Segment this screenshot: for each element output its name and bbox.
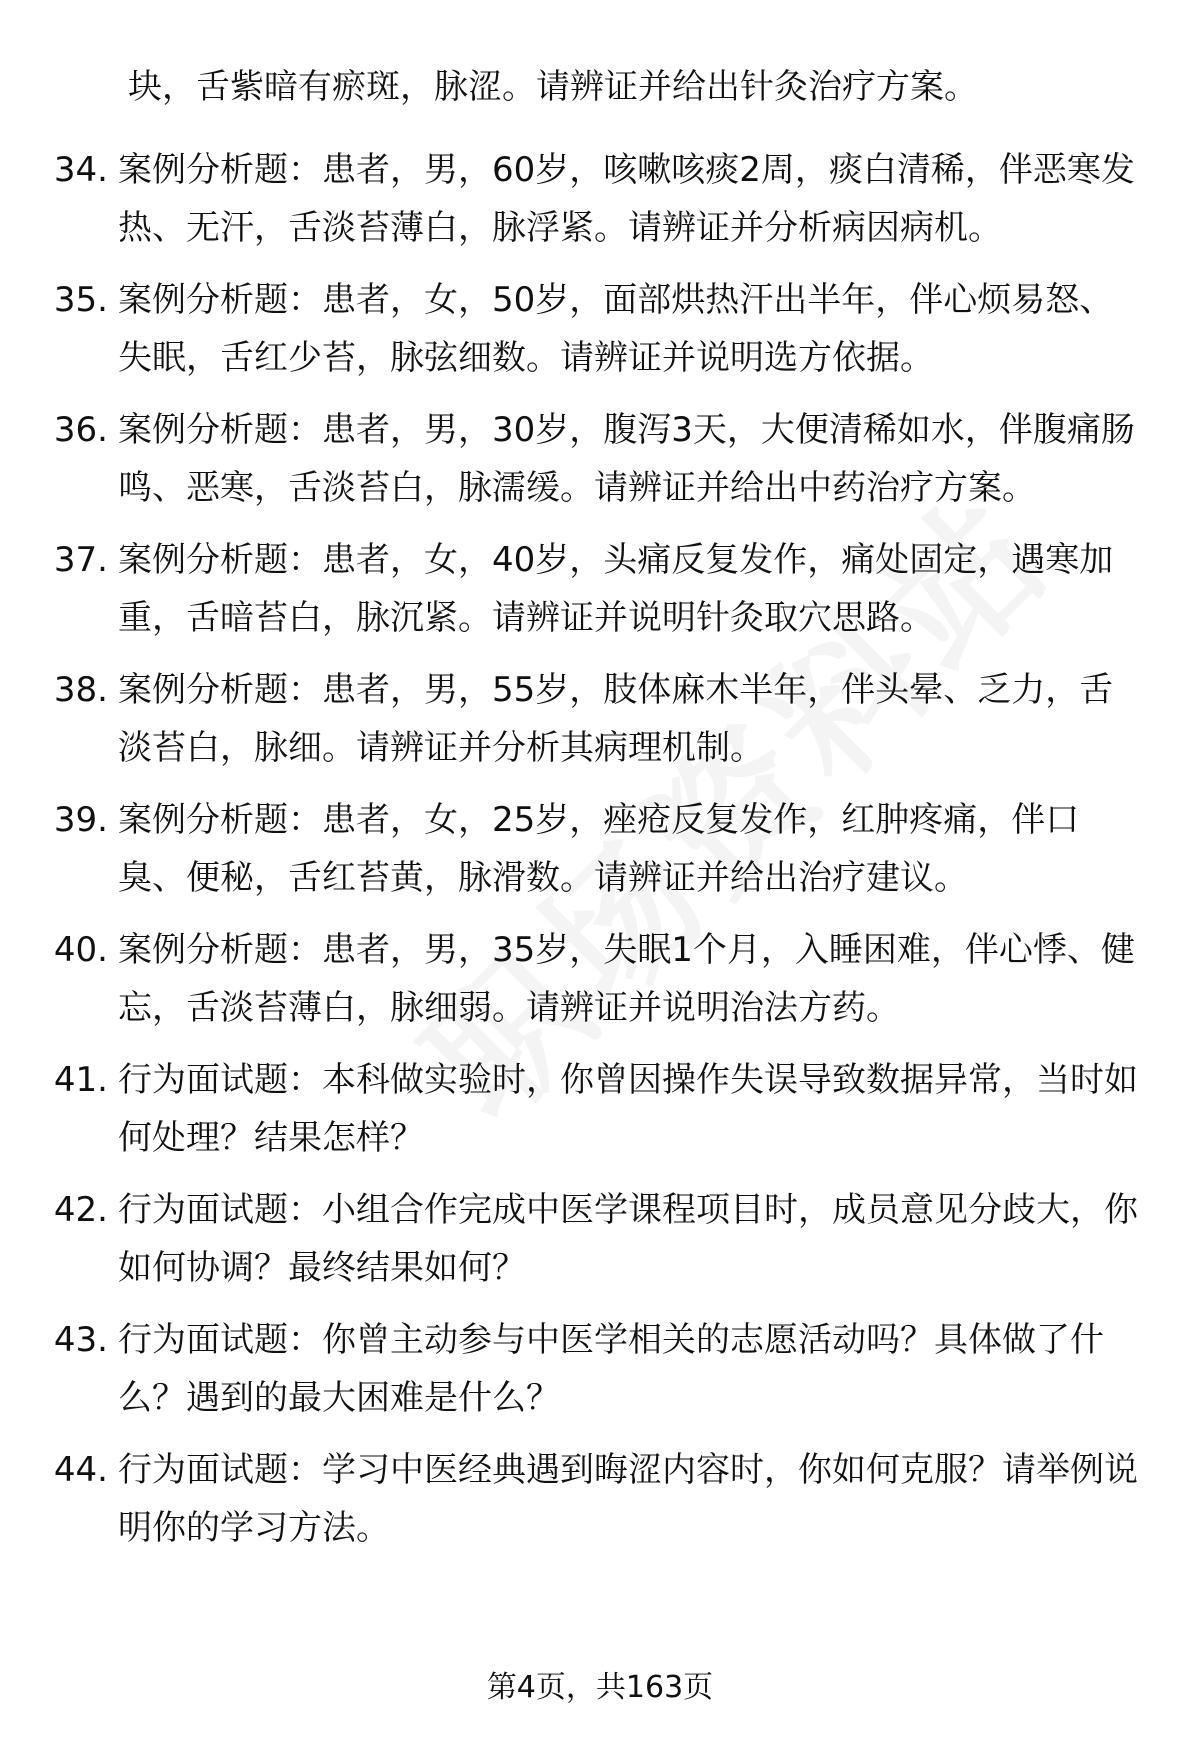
list-item [0,1051,1200,1167]
list-item [0,921,1200,1037]
question-number: 40. [53,930,108,970]
list-item [0,401,1200,517]
list-item [0,661,1200,777]
list-item [0,1441,1200,1557]
question-number: 44. [53,1450,108,1490]
list-item [0,1311,1200,1427]
question-text: 案例分析题：患者，女，25岁，痤疮反复发作，红肿疼痛，伴口臭、便秘，舌红苔黄，脉滑数。请辨证并给出治疗建议。 [118,800,1080,898]
question-text: 案例分析题：患者，女，50岁，面部烘热汗出半年，伴心烦易怒、失眠，舌红少苔，脉弦细数。请辨证并说明选方依据。 [118,280,1114,378]
list-item [0,1181,1200,1297]
list-item [0,791,1200,907]
question-number: 43. [53,1320,108,1360]
question-text: 案例分析题：患者，男，55岁，肢体麻木半年，伴头晕、乏力，舌淡苔白，脉细。请辨证并分析其病理机制。 [118,670,1114,768]
question-number: 37. [53,540,108,580]
question-number: 34. [53,150,108,190]
question-text: 行为面试题：本科做实验时，你曾因操作失误导致数据异常，当时如何处理？结果怎样？ [118,1060,1138,1158]
question-number: 36. [53,410,108,450]
question-number: 42. [53,1190,108,1230]
question-text: 行为面试题：你曾主动参与中医学相关的志愿活动吗？具体做了什么？遇到的最大困难是什么？ [118,1320,1104,1418]
question-number: 41. [53,1060,108,1100]
question-text: 行为面试题：小组合作完成中医学课程项目时，成员意见分歧大，你如何协调？最终结果如何？ [118,1190,1138,1288]
list-item [0,271,1200,387]
question-text: 行为面试题：学习中医经典遇到晦涩内容时，你如何克服？请举例说明你的学习方法。 [118,1450,1138,1548]
list-item [0,141,1200,257]
question-text: 案例分析题：患者，男，60岁，咳嗽咳痰2周，痰白清稀，伴恶寒发热、无汗，舌淡苔薄白，脉浮紧。请辨证并分析病因病机。 [118,150,1135,248]
page-footer: 第4页，共163页 [486,1670,714,1705]
question-text: 案例分析题：患者，女，40岁，头痛反复发作，痛处固定，遇寒加重，舌暗苔白，脉沉紧。请辨证并说明针灸取穴思路。 [118,540,1114,638]
question-number: 38. [53,670,108,710]
question-list [0,141,1200,1571]
question-text: 案例分析题：患者，男，30岁，腹泻3天，大便清稀如水，伴腹痛肠鸣、恶寒，舌淡苔白，脉濡缓。请辨证并给出中药治疗方案。 [118,410,1135,508]
question-number: 39. [53,800,108,840]
question-text: 案例分析题：患者，男，35岁，失眠1个月，入睡困难，伴心悸、健忘，舌淡苔薄白，脉细弱。请辨证并说明治法方药。 [118,930,1135,1028]
list-item [0,531,1200,647]
question-number: 35. [53,280,108,320]
continuation-text: 块，舌紫暗有瘀斑，脉涩。请辨证并给出针灸治疗方案。 [128,67,978,107]
